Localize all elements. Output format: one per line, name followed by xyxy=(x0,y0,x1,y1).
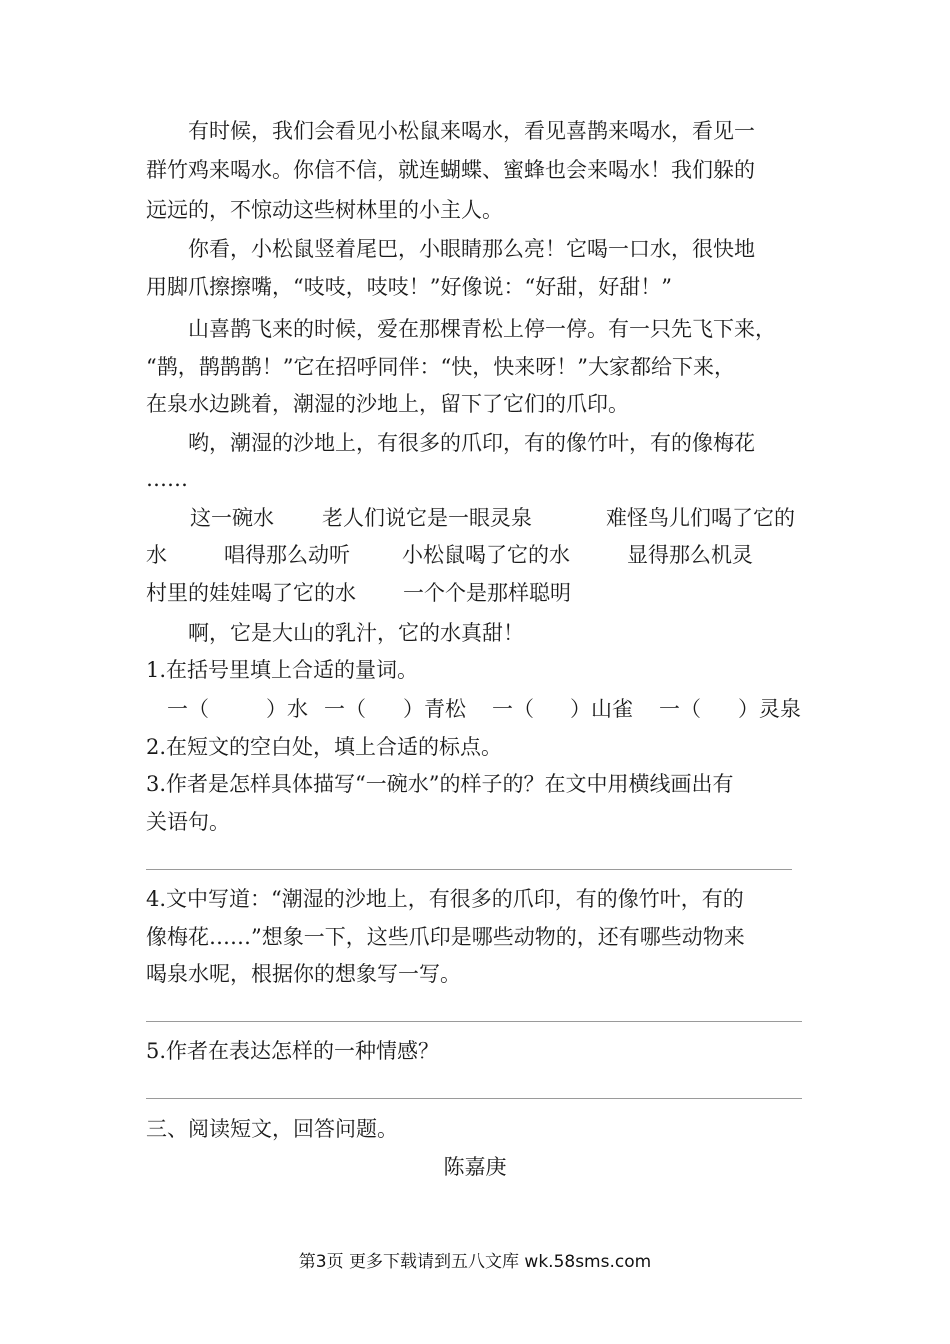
measure-item-post: ）水 xyxy=(266,697,308,721)
question-3-line: 3.作者是怎样具体描写“一碗水”的样子的？在文中用横线画出有 xyxy=(146,772,734,796)
poem-phrase: 老人们说它是一眼灵泉 xyxy=(322,506,532,530)
poem-phrase: 一个个是那样聪明 xyxy=(403,581,571,605)
question-2: 2.在短文的空白处，填上合适的标点。 xyxy=(146,735,503,759)
answer-line[interactable] xyxy=(146,1098,802,1099)
measure-item-pre: 一（ xyxy=(324,697,366,721)
passage-line: 哟，潮湿的沙地上，有很多的爪印，有的像竹叶，有的像梅花 xyxy=(188,431,755,455)
section-heading: 三、阅读短文，回答问题。 xyxy=(146,1117,398,1141)
question-3-line: 关语句。 xyxy=(146,810,230,834)
answer-line[interactable] xyxy=(146,869,792,870)
poem-phrase: 唱得那么动听 xyxy=(224,543,350,567)
passage-line: 用脚爪擦擦嘴，“吱吱，吱吱！”好像说：“好甜，好甜！” xyxy=(146,275,672,299)
passage-line: 远远的，不惊动这些树林里的小主人。 xyxy=(146,198,503,222)
measure-item-pre: 一（ xyxy=(659,697,701,721)
passage-line: 你看，小松鼠竖着尾巴，小眼睛那么亮！它喝一口水，很快地 xyxy=(188,237,755,261)
passage-line: 在泉水边跳着，潮湿的沙地上，留下了它们的爪印。 xyxy=(146,392,629,416)
question-4-line: 4.文中写道：“潮湿的沙地上，有很多的爪印，有的像竹叶，有的 xyxy=(146,887,744,911)
question-4-line: 像梅花……”想象一下，这些爪印是哪些动物的，还有哪些动物来 xyxy=(146,925,745,949)
measure-item-post: ）青松 xyxy=(403,697,466,721)
measure-item-post: ）灵泉 xyxy=(738,697,801,721)
passage-line: “鹊，鹊鹊鹊！”它在招呼同伴：“快，快来呀！”大家都给下来， xyxy=(146,355,735,379)
answer-line[interactable] xyxy=(146,1021,802,1022)
poem-phrase: 小松鼠喝了它的水 xyxy=(402,543,570,567)
poem-phrase: 难怪鸟儿们喝了它的 xyxy=(606,506,795,530)
passage-line: 有时候，我们会看见小松鼠来喝水，看见喜鹊来喝水，看见一 xyxy=(188,119,755,143)
article-title: 陈嘉庚 xyxy=(443,1155,507,1179)
passage-line: …… xyxy=(146,467,188,491)
poem-phrase: 村里的娃娃喝了它的水 xyxy=(146,581,356,605)
poem-phrase: 显得那么机灵 xyxy=(627,543,753,567)
page-footer: 第3页 更多下载请到五八文库 wk.58sms.com xyxy=(298,1252,652,1272)
question-5: 5.作者在表达怎样的一种情感？ xyxy=(146,1039,440,1063)
question-1: 1.在括号里填上合适的量词。 xyxy=(146,658,419,682)
measure-item-pre: 一（ xyxy=(492,697,534,721)
poem-phrase: 这一碗水 xyxy=(190,506,274,530)
measure-item-pre: 一（ xyxy=(167,697,209,721)
passage-line: 啊，它是大山的乳汁，它的水真甜！ xyxy=(188,621,524,645)
question-4-line: 喝泉水呢，根据你的想象写一写。 xyxy=(146,962,461,986)
poem-phrase: 水 xyxy=(146,543,167,567)
passage-line: 山喜鹊飞来的时候，爱在那棵青松上停一停。有一只先飞下来， xyxy=(188,317,776,341)
measure-item-post: ）山雀 xyxy=(570,697,633,721)
passage-line: 群竹鸡来喝水。你信不信，就连蝴蝶、蜜蜂也会来喝水！我们躲的 xyxy=(146,158,755,182)
